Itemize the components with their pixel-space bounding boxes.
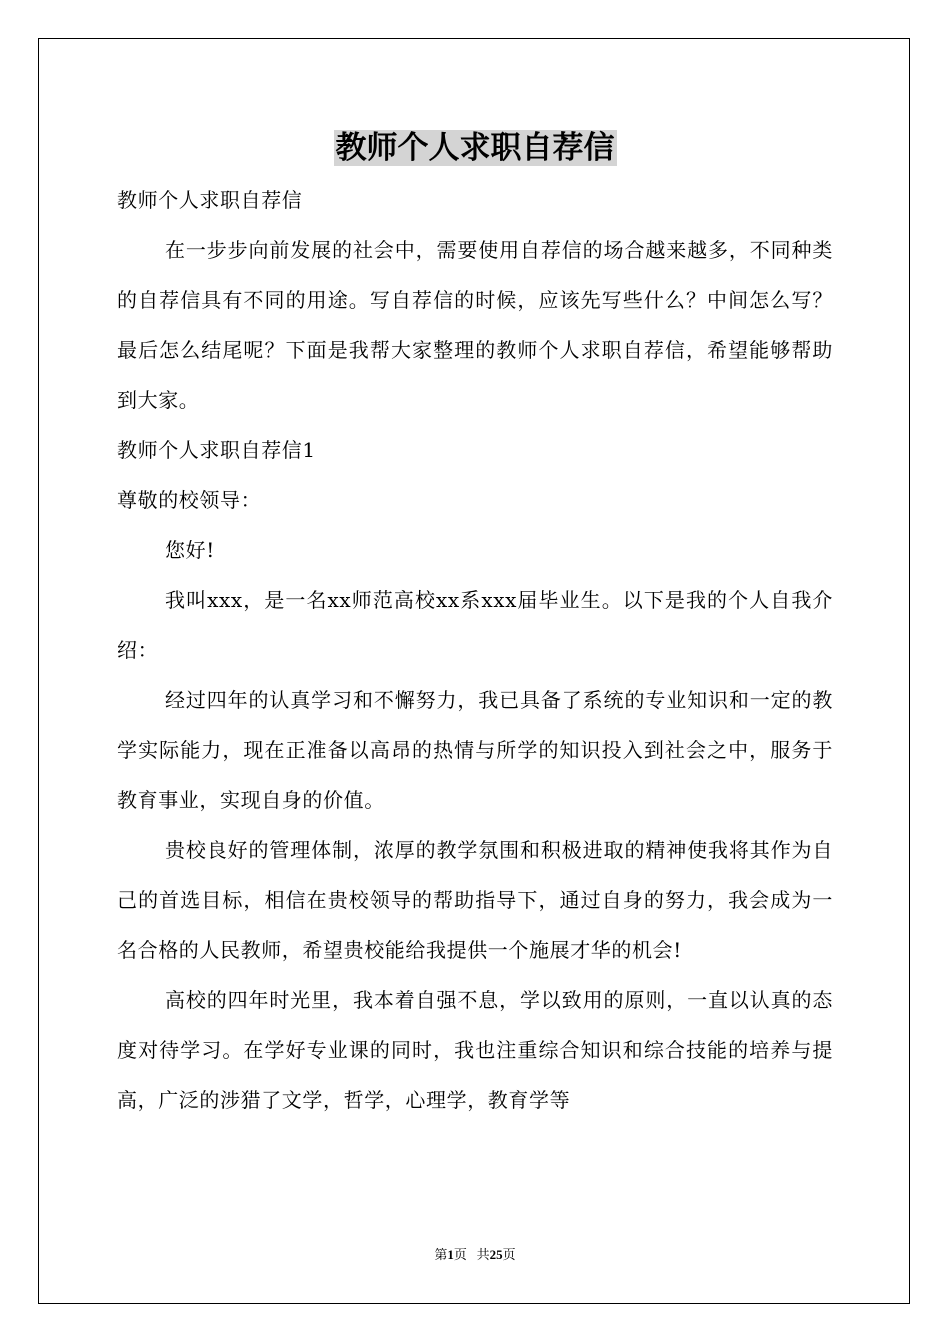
document-title bbox=[0, 126, 950, 170]
paragraph-greeting: 您好! bbox=[165, 538, 215, 562]
total-prefix: 共 bbox=[476, 1247, 490, 1262]
total-suffix: 页 bbox=[502, 1247, 516, 1262]
paragraph-intro: 在一步步向前发展的社会中，需要使用自荐信的场合越来越多，不同种类的自荐信具有不同的用途。写自荐信的时候，应该先写些什么？中间怎么写？最后怎么结尾呢？下面是我帮大家整理的教师个人求职自荐信，希望能够帮助到大家。 bbox=[117, 238, 833, 412]
page-total: 25 bbox=[489, 1247, 503, 1262]
page-footer bbox=[0, 1246, 950, 1264]
page-suffix: 页 bbox=[453, 1247, 467, 1262]
paragraph-study: 高校的四年时光里，我本着自强不息，学以致用的原则，一直以认真的态度对待学习。在学好专业课的同时，我也注重综合知识和综合技能的培养与提高，广泛的涉猎了文学，哲学，心理学，教育学等 bbox=[117, 988, 833, 1112]
paragraph-letter-heading: 教师个人求职自荐信1 bbox=[117, 438, 316, 462]
document-body bbox=[117, 175, 833, 1125]
paragraph-salutation: 尊敬的校领导： bbox=[117, 488, 262, 512]
document-title-text: 教师个人求职自荐信 bbox=[335, 130, 615, 166]
page-prefix: 第 bbox=[434, 1247, 448, 1262]
page-current: 1 bbox=[447, 1247, 454, 1262]
paragraph-subtitle: 教师个人求职自荐信 bbox=[117, 188, 303, 212]
paragraph-skills: 经过四年的认真学习和不懈努力，我已具备了系统的专业知识和一定的教学实际能力，现在正准备以高昂的热情与所学的知识投入到社会之中，服务于教育事业，实现自身的价值。 bbox=[117, 688, 833, 812]
paragraph-self-intro: 我叫xxx，是一名xx师范高校xx系xxx届毕业生。以下是我的个人自我介绍： bbox=[117, 588, 833, 662]
paragraph-school-choice: 贵校良好的管理体制，浓厚的教学氛围和积极进取的精神使我将其作为自己的首选目标，相信在贵校领导的帮助指导下，通过自身的努力，我会成为一名合格的人民教师，希望贵校能给我提供一个施展才华的机会! bbox=[117, 838, 833, 962]
